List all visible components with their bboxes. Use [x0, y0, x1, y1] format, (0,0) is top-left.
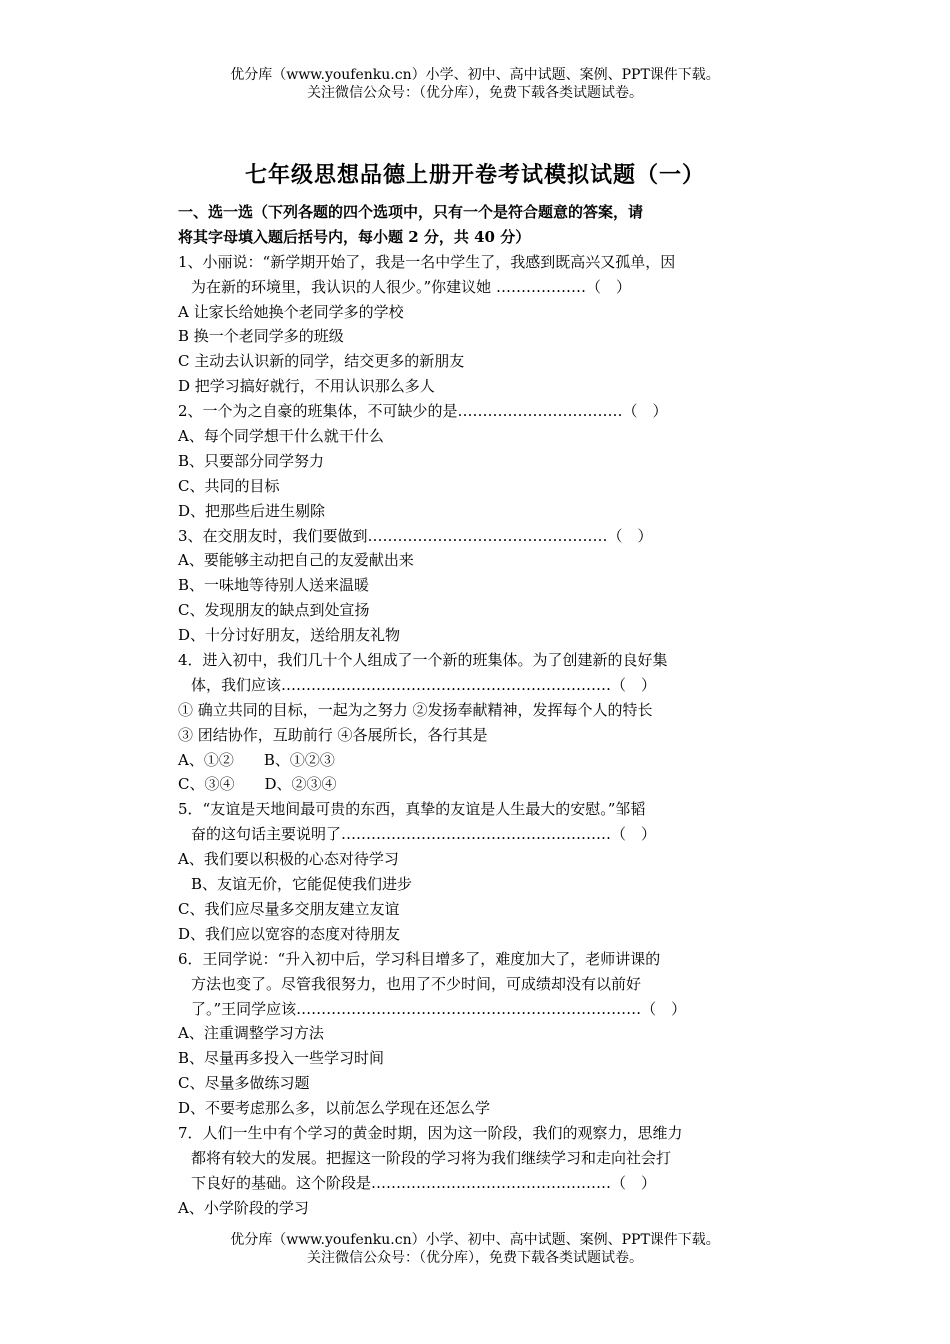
header-line-2: 关注微信公众号：（优分库），免费下载各类试题试卷。	[307, 85, 643, 101]
question-1-cont: 为在新的环境里，我认识的人很少。”你建议她 ………………（ ）	[191, 277, 631, 296]
question-2: 2、一个为之自豪的班集体，不可缺少的是……………………………（ ）	[178, 402, 668, 421]
question-5: 5．“友谊是天地间最可贵的东西，真挚的友谊是人生最大的安慰。”邹韬	[178, 800, 646, 819]
page-footer	[0, 1231, 950, 1267]
option: B、一味地等待别人送来温暖	[178, 576, 370, 595]
footer-line-1: 优分库（www.youfenku.cn）小学、初中、高中试题、案例、PPT课件下载。	[230, 1232, 720, 1248]
option: A、①② B、①②③	[178, 750, 335, 769]
option: B、只要部分同学努力	[178, 451, 325, 470]
statement: ① 确立共同的目标，一起为之努力 ②发扬奉献精神，发挥每个人的特长	[178, 700, 653, 719]
page-header	[0, 66, 950, 102]
option: D、十分讨好朋友，送给朋友礼物	[178, 626, 401, 645]
option: C、尽量多做练习题	[178, 1074, 310, 1093]
question-5-cont: 奋的这句话主要说明了………………………………………………（ ）	[191, 825, 657, 844]
option: C、共同的目标	[178, 476, 280, 495]
question-7: 7．人们一生中有个学习的黄金时期，因为这一阶段，我们的观察力，思维力	[178, 1123, 683, 1142]
option: A 让家长给她换个老同学多的学校	[178, 302, 404, 321]
section-heading: 一、选一选（下列各题的四个选项中，只有一个是符合题意的答案，请	[178, 203, 644, 221]
question-6-cont: 了。”王同学应该……………………………………………………………（ ）	[191, 999, 687, 1018]
question-7-cont: 下良好的基础。这个阶段是…………………………………………（ ）	[191, 1173, 657, 1192]
header-line-1: 优分库（www.youfenku.cn）小学、初中、高中试题、案例、PPT课件下载。	[230, 67, 720, 83]
option: D、把那些后进生剔除	[178, 501, 326, 520]
option: D、不要考虑那么多，以前怎么学现在还怎么学	[178, 1099, 491, 1118]
option: C、我们应尽量多交朋友建立友谊	[178, 899, 400, 918]
option: A、我们要以积极的心态对待学习	[178, 850, 399, 869]
option: D 把学习搞好就行，不用认识那么多人	[178, 377, 435, 396]
option: A、要能够主动把自己的友爱献出来	[178, 551, 414, 570]
question-3: 3、在交朋友时，我们要做到…………………………………………（ ）	[178, 526, 653, 545]
option: B、友谊无价，它能促使我们进步	[191, 875, 413, 894]
question-1: 1、小丽说：“新学期开始了，我是一名中学生了，我感到既高兴又孤单，因	[178, 252, 676, 271]
question-4-cont: 体，我们应该…………………………………………………………（ ）	[191, 675, 657, 694]
option: A、小学阶段的学习	[178, 1198, 309, 1217]
question-body	[178, 200, 778, 1221]
option: C、发现朋友的缺点到处宣扬	[178, 601, 370, 620]
question-6-cont: 方法也变了。尽管我很努力，也用了不少时间，可成绩却没有以前好	[191, 974, 642, 993]
option: C、③④ D、②③④	[178, 775, 337, 794]
statement: ③ 团结协作，互助前行 ④各展所长，各行其是	[178, 725, 488, 744]
footer-line-2: 关注微信公众号：（优分库），免费下载各类试题试卷。	[307, 1250, 643, 1266]
option: A、注重调整学习方法	[178, 1024, 324, 1043]
section-heading-cont: 将其字母填入题后括号内，每小题 2 分，共 40 分）	[178, 227, 531, 246]
option: B、尽量再多投入一些学习时间	[178, 1049, 385, 1068]
option: D、我们应以宽容的态度对待朋友	[178, 924, 401, 943]
option: B 换一个老同学多的班级	[178, 327, 344, 346]
question-4: 4．进入初中，我们几十个人组成了一个新的班集体。为了创建新的良好集	[178, 651, 668, 670]
option: A、每个同学想干什么就干什么	[178, 427, 384, 446]
page-title: 七年级思想品德上册开卷考试模拟试题（一）	[244, 162, 705, 188]
question-6: 6．王同学说：“升入初中后，学习科目增多了，难度加大了，老师讲课的	[178, 949, 661, 968]
question-7-cont: 都将有较大的发展。把握这一阶段的学习将为我们继续学习和走向社会打	[191, 1148, 672, 1167]
option: C 主动去认识新的同学，结交更多的新朋友	[178, 352, 465, 371]
